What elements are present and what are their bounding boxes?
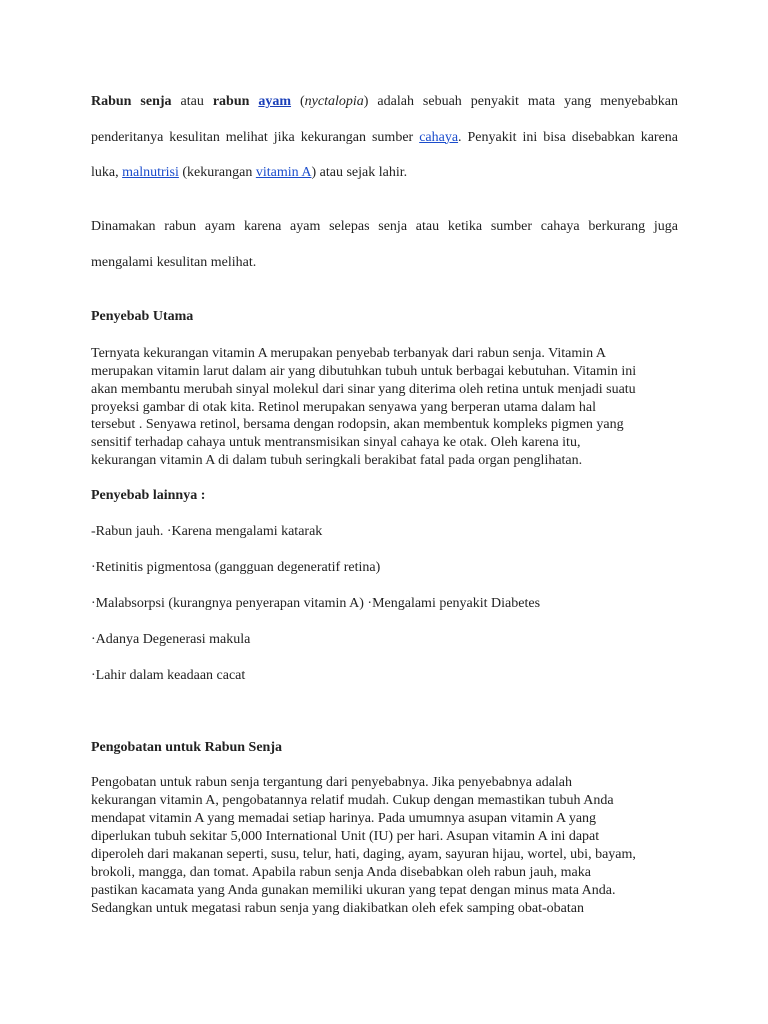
list-item: ·Lahir dalam keadaan cacat [91,668,246,683]
term-rabun: rabun [212,94,250,109]
link-cahaya[interactable]: cahaya [419,129,459,145]
intro-text-3: (kekurangan [182,165,253,180]
main-cause-line: merupakan vitamin larut dalam air yang dibutuhkan tubuh untuk berbagai kebutuhan. Vitamin ini [91,364,637,379]
intro-text-2: . Penyakit ini bisa disebabkan karena luka, [91,129,679,180]
heading-pengobatan: Pengobatan untuk Rabun Senja [91,740,283,755]
main-cause-line: sensitif terhadap cahaya untuk mentransmisikan sinyal cahaya ke otak. Oleh karena itu, [91,435,581,450]
term-rabun-senja: Rabun senja [91,94,172,109]
treatment-line: diperlukan tubuh sekitar 5,000 International Unit (IU) per hari. Asupan vitamin A ini dapat [91,829,600,844]
list-item: ·Adanya Degenerasi makula [91,632,251,647]
intro-paragraph [91,84,678,191]
latin-name: nyctalopia [304,94,364,109]
treatment-line: Pengobatan untuk rabun senja tergantung dari penyebabnya. Jika penyebabnya adalah [91,775,573,790]
treatment-line: mendapat vitamin A yang memadai setiap harinya. Pada umumnya asupan vitamin A yang [91,811,597,826]
intro-text-4: ) atau sejak lahir. [311,165,408,180]
list-item: -Rabun jauh. ·Karena mengalami katarak [91,524,323,539]
naming-paragraph: Dinamakan rabun ayam karena ayam selepas senja atau ketika sumber cahaya berkurang juga mengalami kesulitan melihat. [91,219,678,270]
main-cause-line: proyeksi gambar di otak kita. Retinol merupakan senyawa yang berperan utama dalam hal [91,400,596,415]
heading-penyebab-utama: Penyebab Utama [91,309,194,324]
treatment-line: brokoli, mangga, dan tomat. Apabila rabun senja Anda disebabkan oleh rabun jauh, maka [91,865,591,880]
main-cause-line: akan membantu merubah sinyal molekul dari sinar yang diterima oleh retina untuk menjadi suatu [91,382,636,397]
main-cause-line: Ternyata kekurangan vitamin A merupakan penyebab terbanyak dari rabun senja. Vitamin A [91,346,606,361]
treatment-line: diperoleh dari makanan seperti, susu, telur, hati, daging, ayam, sayuran hijau, wortel, ubi, bayam, [91,847,636,862]
main-cause-line: tersebut . Senyawa retinol, bersama dengan rodopsin, akan membentuk kompleks pigmen yang [91,417,624,432]
list-item: ·Malabsorpsi (kurangnya penyerapan vitamin A) ·Mengalami penyakit Diabetes [91,596,541,611]
link-malnutrisi[interactable]: malnutrisi [122,165,179,180]
treatment-line: kekurangan vitamin A, pengobatannya relatif mudah. Cukup dengan memastikan tubuh Anda [91,793,614,808]
link-vitamin-a[interactable]: vitamin A [255,165,312,180]
list-item: ·Retinitis pigmentosa (gangguan degeneratif retina) [91,560,381,575]
treatment-line: pastikan kacamata yang Anda gunakan memiliki ukuran yang tepat dengan minus mata Anda. [91,883,616,898]
heading-penyebab-lainnya: Penyebab lainnya : [91,488,206,503]
intro-text-1: ) adalah sebuah penyakit mata yang menyebabkan penderitanya kesulitan melihat jika kekurangan sumber [91,94,679,145]
word-atau: atau [180,94,204,109]
link-ayam[interactable]: ayam [258,94,292,109]
treatment-line: Sedangkan untuk megatasi rabun senja yang diakibatkan oleh efek samping obat-obatan [91,901,584,916]
main-cause-line: kekurangan vitamin A di dalam tubuh seringkali berakibat fatal pada organ penglihatan. [91,453,583,468]
paren-open: ( [300,94,305,109]
